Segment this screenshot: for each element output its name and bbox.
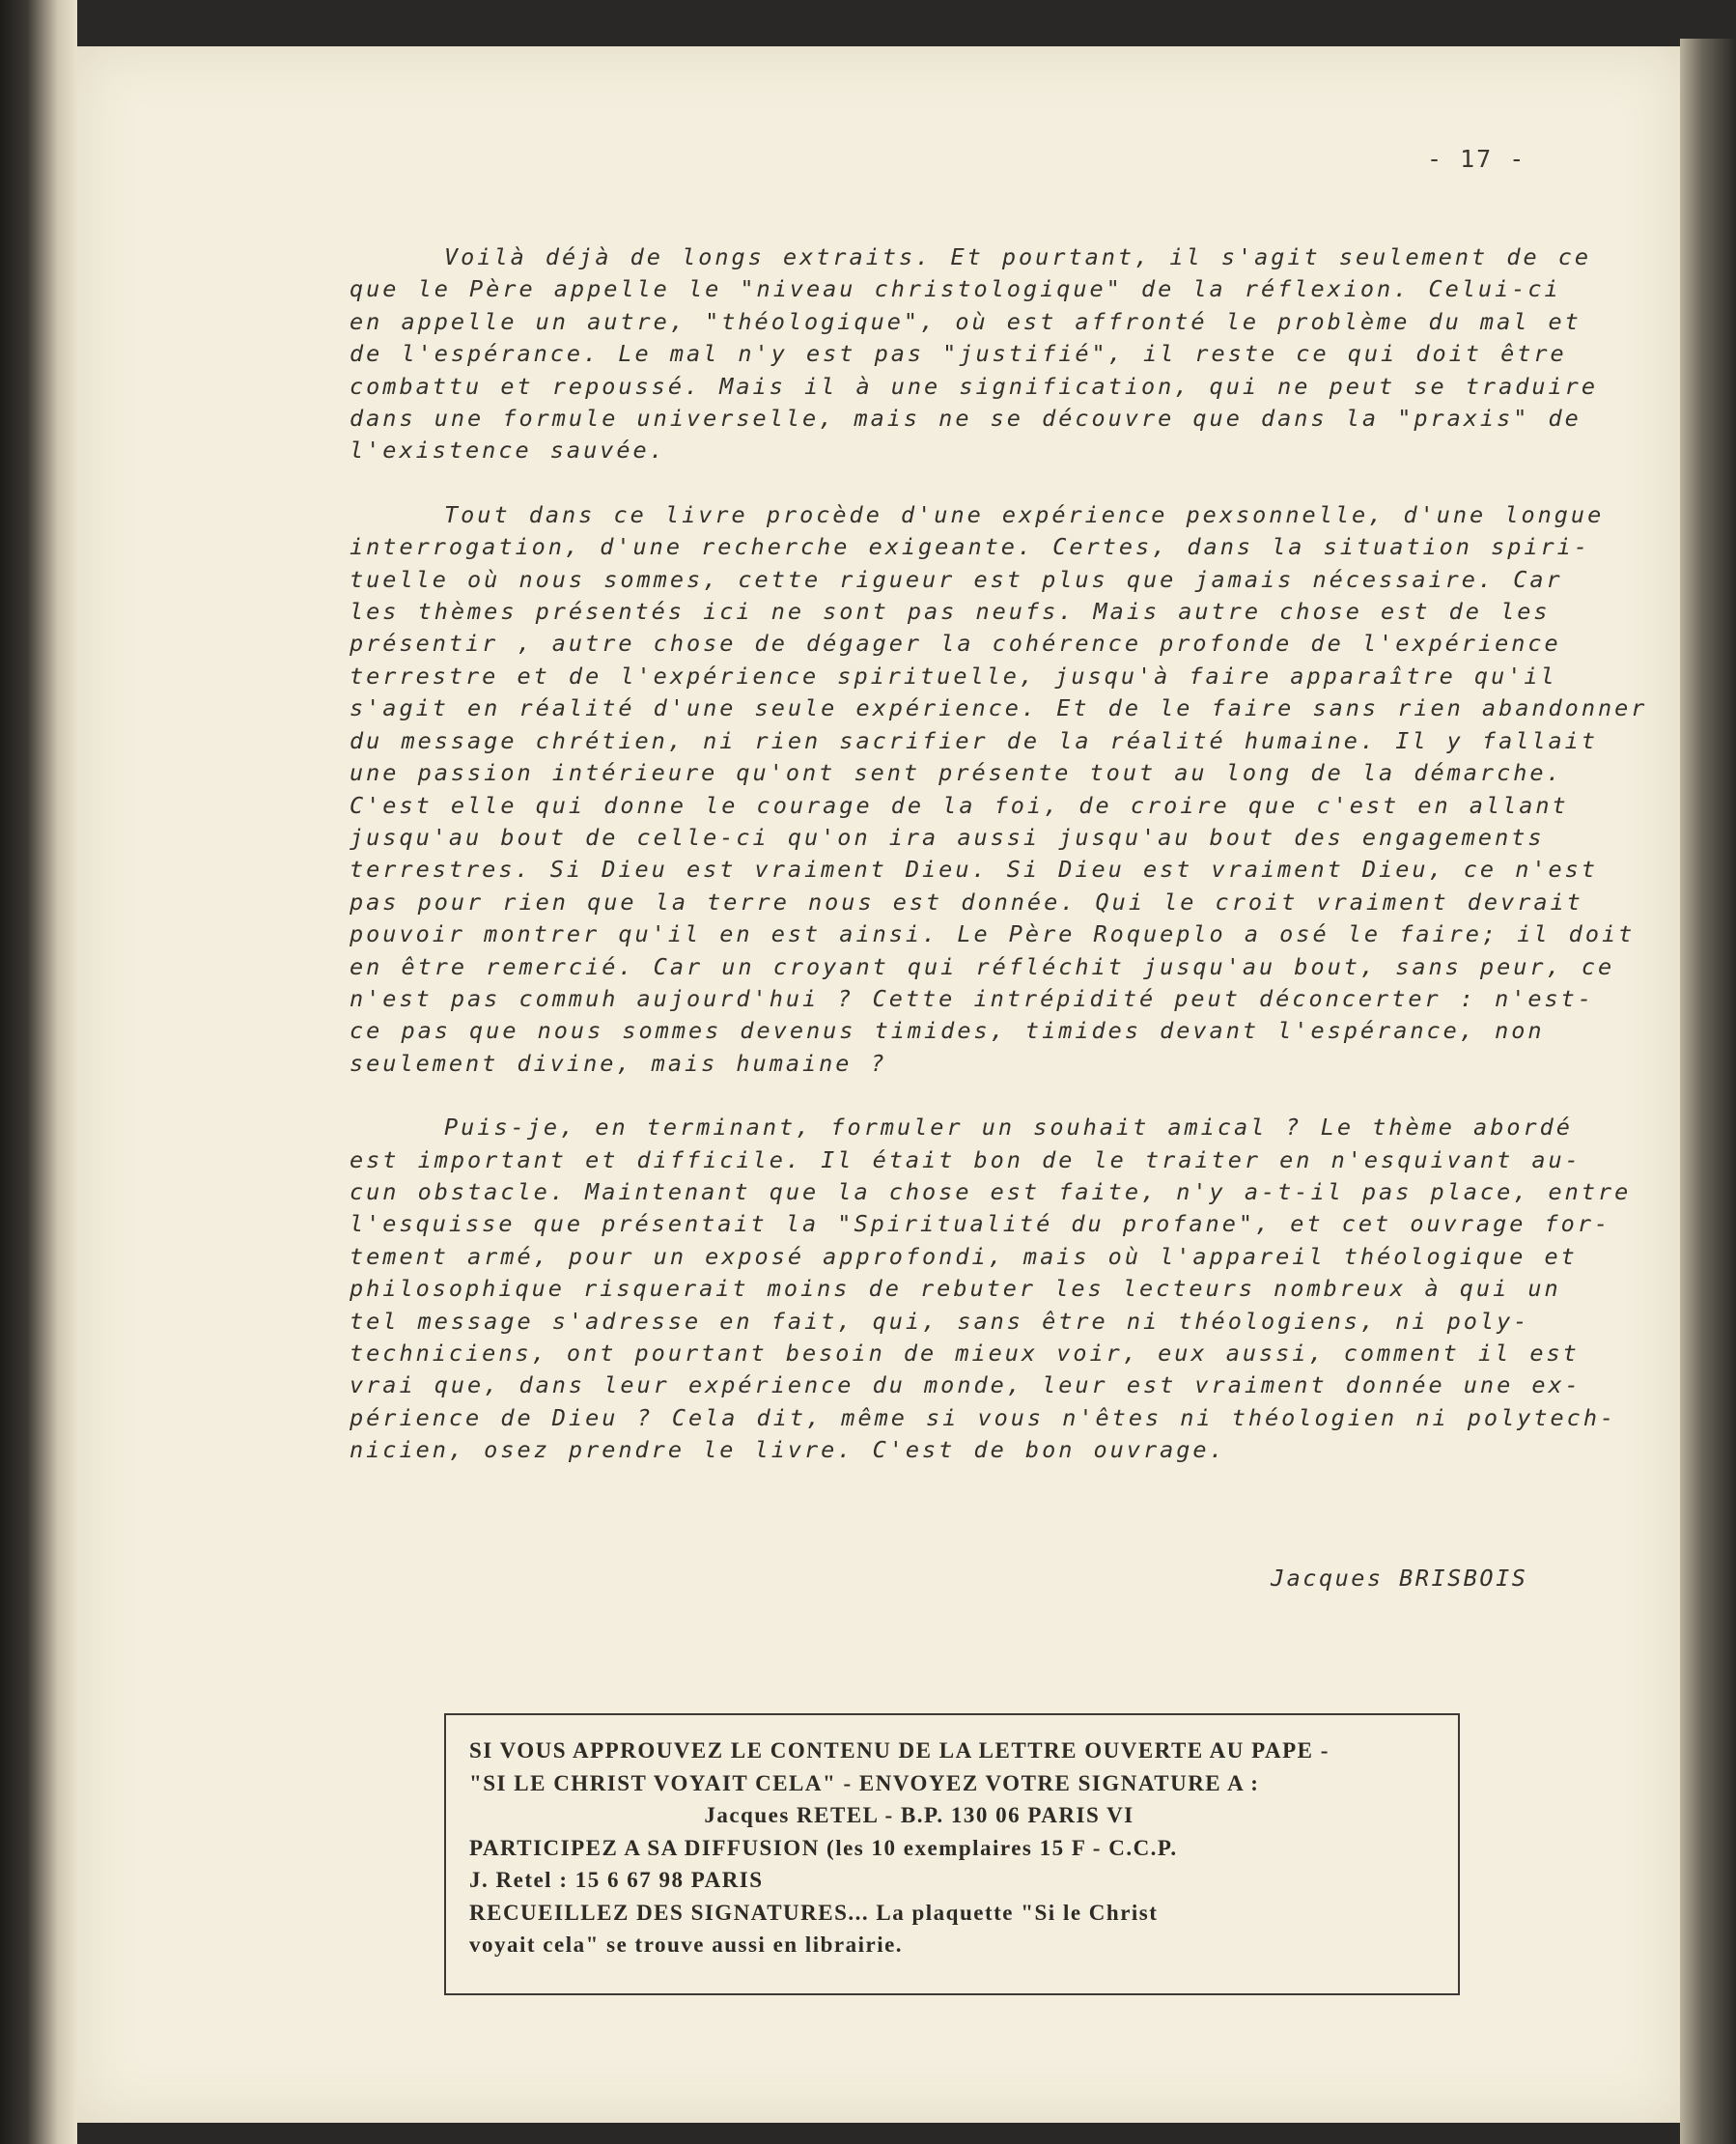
text-line: en appelle un autre, "théologique", où est affronté le problème du mal et [350, 307, 1582, 335]
text-line: en être remercié. Car un croyant qui réfléchit jusqu'au bout, sans peur, ce [350, 952, 1615, 980]
notice-box [444, 1713, 1460, 1995]
text-line: que le Père appelle le "niveau christologique" de la réflexion. Celui-ci [350, 275, 1561, 303]
text-line: tuelle où nous sommes, cette rigueur est plus que jamais nécessaire. Car [350, 565, 1563, 593]
text-line: présentir , autre chose de dégager la cohérence profonde de l'expérience [350, 630, 1561, 658]
text-line: Tout dans ce livre procède d'une expérience pexsonnelle, d'une longue [444, 500, 1605, 528]
notice-line: "SI LE CHRIST VOYAIT CELA" - ENVOYEZ VOTRE SIGNATURE A : [469, 1770, 1260, 1795]
text-line: Voilà déjà de longs extraits. Et pourtant, il s'agit seulement de ce [444, 243, 1592, 270]
page-number: - 17 - [1427, 145, 1526, 173]
text-line: dans une formule universelle, mais ne se découvre que dans la "praxis" de [350, 405, 1582, 433]
body-text [350, 241, 1648, 1499]
text-line: vrai que, dans leur expérience du monde, leur est vraiment donnée une ex- [350, 1371, 1582, 1399]
text-line: périence de Dieu ? Cela dit, même si vous n'êtes ni théologien ni polytech- [350, 1403, 1617, 1431]
text-line: est important et difficile. Il était bon de le traiter en n'esquivant au- [350, 1145, 1582, 1173]
paragraph-3 [350, 1112, 1632, 1466]
text-line: C'est elle qui donne le courage de la foi, de croire que c'est en allant [350, 791, 1569, 819]
text-line: terrestre et de l'expérience spirituelle, jusqu'à faire apparaître qu'il [350, 662, 1557, 690]
author-signature: Jacques BRISBOIS [1271, 1565, 1528, 1592]
text-line: pouvoir montrer qu'il en est ainsi. Le Père Roqueplo a osé le faire; il doit [350, 920, 1636, 948]
paragraph-2 [350, 499, 1648, 1080]
page-edge-right [1680, 39, 1736, 2144]
text-line: tel message s'adresse en fait, qui, sans être ni théologiens, ni poly- [350, 1307, 1530, 1335]
text-line: de l'espérance. Le mal n'y est pas "justifié", il reste ce qui doit être [350, 340, 1567, 368]
notice-line: RECUEILLEZ DES SIGNATURES... La plaquette "Si le Christ [469, 1900, 1159, 1925]
paragraph-1 [350, 241, 1605, 467]
text-line: s'agit en réalité d'une seule expérience. Et de le faire sans rien abandonner [350, 694, 1648, 722]
text-line: combattu et repoussé. Mais il à une signification, qui ne peut se traduire [350, 372, 1598, 400]
text-line: terrestres. Si Dieu est vraiment Dieu. Si Dieu est vraiment Dieu, ce n'est [350, 856, 1598, 884]
text-line: nicien, osez prendre le livre. C'est de bon ouvrage. [350, 1436, 1226, 1464]
text-line: ce pas que nous sommes devenus timides, timides devant l'espérance, non [350, 1017, 1545, 1045]
text-line: seulement divine, mais humaine ? [350, 1049, 887, 1077]
text-line: interrogation, d'une recherche exigeante. Certes, dans la situation spiri- [350, 533, 1590, 561]
text-line: l'existence sauvée. [350, 437, 666, 465]
notice-line: voyait cela" se trouve aussi en librairie. [469, 1932, 904, 1957]
notice-address: Jacques RETEL - B.P. 130 06 PARIS VI [704, 1803, 1134, 1827]
text-line: du message chrétien, ni rien sacrifier de la réalité humaine. Il y fallait [350, 726, 1598, 754]
text-line: techniciens, ont pourtant besoin de mieux voir, eux aussi, comment il est [350, 1340, 1580, 1367]
text-line: jusqu'au bout de celle-ci qu'on ira aussi jusqu'au bout des engagements [350, 823, 1545, 851]
text-line: philosophique risquerait moins de rebuter les lecteurs nombreux à qui un [350, 1275, 1561, 1303]
text-line: Puis-je, en terminant, formuler un souhait amical ? Le thème abordé [444, 1114, 1573, 1142]
text-line: pas pour rien que la terre nous est donnée. Qui le croit vraiment devrait [350, 888, 1583, 916]
text-line: l'esquisse que présentait la "Spiritualité du profane", et cet ouvrage for- [350, 1210, 1611, 1238]
notice-line: J. Retel : 15 6 67 98 PARIS [469, 1868, 764, 1892]
text-line: tement armé, pour un exposé approfondi, mais où l'appareil théologique et [350, 1242, 1578, 1270]
text-line: les thèmes présentés ici ne sont pas neufs. Mais autre chose est de les [350, 598, 1551, 626]
notice-line: PARTICIPEZ A SA DIFFUSION (les 10 exemplaires 15 F - C.C.P. [469, 1835, 1178, 1860]
book-spine-shadow [0, 0, 77, 2144]
text-line: cun obstacle. Maintenant que la chose est faite, n'y a-t-il pas place, entre [350, 1177, 1632, 1205]
text-line: n'est pas commuh aujourd'hui ? Cette intrépidité peut déconcerter : n'est- [350, 984, 1594, 1012]
notice-line: SI VOUS APPROUVEZ LE CONTENU DE LA LETTRE OUVERTE AU PAPE - [469, 1738, 1330, 1763]
text-line: une passion intérieure qu'ont sent présente tout au long de la démarche. [350, 759, 1563, 787]
